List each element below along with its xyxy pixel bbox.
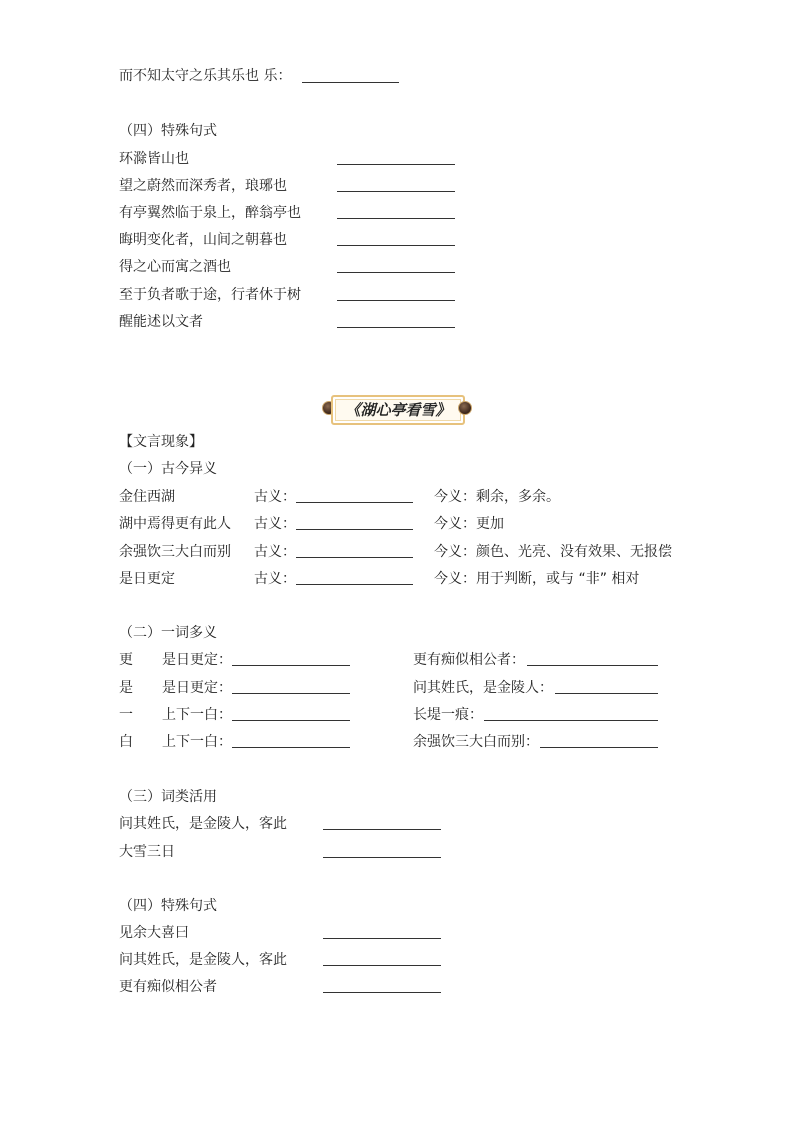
section-title-banner: [322, 392, 470, 426]
sentence-item: 至于负者歌于途，行者休于树: [119, 287, 301, 303]
answer-blank[interactable]: [337, 218, 455, 219]
jin-meaning: 今义：用于判断，或与 “非” 相对: [434, 571, 640, 587]
gu-label: 古义：: [254, 571, 296, 587]
gu-label: 古义：: [254, 516, 296, 532]
answer-blank[interactable]: [323, 857, 441, 858]
answer-blank[interactable]: [337, 245, 455, 246]
wenyan-heading: 【文言现象】: [119, 434, 203, 450]
answer-blank[interactable]: [555, 693, 658, 694]
duoyi-right-phrase: 问其姓氏，是金陵人：: [413, 680, 553, 696]
sentence-item: 更有痴似相公者: [119, 979, 217, 995]
sentence-item: 得之心而寓之酒也: [119, 259, 231, 275]
gu-answer-blank[interactable]: [296, 502, 413, 503]
duoyi-left-phrase: 是日更定：: [162, 652, 232, 668]
answer-blank[interactable]: [323, 965, 441, 966]
gujin-word: 是日更定: [119, 571, 175, 587]
le-question-text: 而不知太守之乐其乐也 乐：: [119, 68, 292, 84]
sentence-item: 问其姓氏，是金陵人，客此: [119, 952, 287, 968]
duoyi-char: 一: [119, 707, 133, 723]
gu-label: 古义：: [254, 489, 296, 505]
sentence-item: 问其姓氏，是金陵人，客此: [119, 816, 287, 832]
duoyi-char: 是: [119, 680, 133, 696]
duoyi-left-phrase: 上下一白：: [162, 734, 232, 750]
section-heading-gujin: （一）古今异义: [119, 461, 217, 477]
section-heading-duoyi: （二）一词多义: [119, 625, 217, 641]
answer-blank[interactable]: [232, 665, 350, 666]
answer-blank[interactable]: [337, 300, 455, 301]
sentence-item: 晦明变化者，山间之朝暮也: [119, 232, 287, 248]
duoyi-left-phrase: 是日更定：: [162, 680, 232, 696]
answer-blank[interactable]: [337, 272, 455, 273]
gu-answer-blank[interactable]: [296, 584, 413, 585]
answer-blank[interactable]: [540, 747, 658, 748]
duoyi-char: 更: [119, 652, 133, 668]
answer-blank[interactable]: [323, 938, 441, 939]
gujin-word: 余强饮三大白而别: [119, 544, 231, 560]
answer-blank[interactable]: [337, 327, 455, 328]
title-frame: [331, 395, 465, 425]
jin-meaning: 今义：更加: [434, 516, 504, 532]
answer-blank[interactable]: [232, 747, 350, 748]
duoyi-right-phrase: 更有痴似相公者：: [413, 652, 525, 668]
duoyi-right-phrase: 余强饮三大白而别：: [413, 734, 539, 750]
answer-blank[interactable]: [232, 693, 350, 694]
jin-meaning: 今义：剩余，多余。: [434, 489, 560, 505]
answer-blank[interactable]: [232, 720, 350, 721]
sentence-item: 有亭翼然临于泉上，醉翁亭也: [119, 205, 301, 221]
answer-blank[interactable]: [302, 82, 399, 83]
section-heading-special-2: （四）特殊句式: [119, 898, 217, 914]
duoyi-right-phrase: 长堤一痕：: [413, 707, 483, 723]
sentence-item: 大雪三日: [119, 844, 175, 860]
section-heading-special-1: （四）特殊句式: [119, 123, 217, 139]
sentence-item: 见余大喜曰: [119, 925, 189, 941]
duoyi-left-phrase: 上下一白：: [162, 707, 232, 723]
answer-blank[interactable]: [337, 164, 455, 165]
sentence-item: 醒能述以文者: [119, 314, 203, 330]
section-heading-huoyong: （三）词类活用: [119, 789, 217, 805]
duoyi-char: 白: [119, 734, 133, 750]
right-ornament-icon: [458, 401, 472, 415]
answer-blank[interactable]: [337, 191, 455, 192]
gujin-word: 金住西湖: [119, 489, 175, 505]
gu-answer-blank[interactable]: [296, 557, 413, 558]
gujin-word: 湖中焉得更有此人: [119, 516, 231, 532]
jin-meaning: 今义：颜色、光亮、没有效果、无报偿: [434, 544, 672, 560]
le-question: [119, 66, 291, 86]
answer-blank[interactable]: [527, 665, 658, 666]
gu-label: 古义：: [254, 544, 296, 560]
gu-answer-blank[interactable]: [296, 529, 413, 530]
answer-blank[interactable]: [323, 829, 441, 830]
answer-blank[interactable]: [484, 720, 658, 721]
sentence-item: 望之蔚然而深秀者，琅琊也: [119, 178, 287, 194]
answer-blank[interactable]: [323, 992, 441, 993]
page-title: 《湖心亭看雪》: [345, 401, 451, 419]
sentence-item: 环滁皆山也: [119, 151, 189, 167]
